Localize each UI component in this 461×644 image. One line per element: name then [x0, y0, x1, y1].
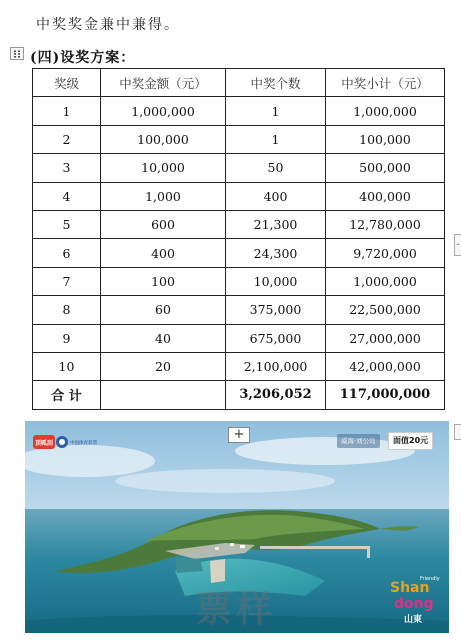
cell-count: 10,000 — [226, 267, 326, 295]
intro-text: 中奖奖金兼中兼得。 — [36, 17, 180, 33]
cell-amount: 100 — [101, 267, 226, 295]
cell-amount: 600 — [101, 210, 226, 238]
shandong-cn-text: 山東 — [404, 615, 423, 625]
cell-subtotal: 400,000 — [326, 182, 445, 210]
cell-level: 1 — [33, 97, 101, 125]
lottery-brand-logo — [33, 432, 105, 452]
header-amount: 中奖金额（元） — [101, 69, 226, 97]
brand-logo-text: 中国体育彩票 — [70, 441, 97, 446]
cell-amount: 10,000 — [101, 154, 226, 182]
cell-amount: 60 — [101, 296, 226, 324]
price-tag: 面值20元 — [388, 432, 433, 450]
total-count: 3,206,052 — [226, 381, 326, 409]
shandong-logo — [386, 570, 442, 628]
prize-table — [32, 68, 445, 410]
cell-count: 24,300 — [226, 239, 326, 267]
table-row — [33, 267, 445, 295]
cell-subtotal: 500,000 — [326, 154, 445, 182]
svg-text:dong: dong — [394, 596, 434, 612]
sample-watermark: 票样 — [196, 589, 277, 630]
cell-level: 9 — [33, 324, 101, 352]
location-tag: 威海·刘公岛 — [337, 434, 380, 448]
total-amount-empty — [101, 381, 226, 409]
cell-count: 1 — [226, 97, 326, 125]
cell-subtotal: 1,000,000 — [326, 267, 445, 295]
table-row — [33, 182, 445, 210]
cell-amount: 1,000,000 — [101, 97, 226, 125]
cell-count: 21,300 — [226, 210, 326, 238]
cell-subtotal: 9,720,000 — [326, 239, 445, 267]
svg-text:顶呱刮: 顶呱刮 — [34, 440, 54, 447]
cell-level: 4 — [33, 182, 101, 210]
cell-level: 5 — [33, 210, 101, 238]
table-move-handle[interactable] — [10, 47, 24, 60]
table-header-row — [33, 69, 445, 97]
cell-level: 7 — [33, 267, 101, 295]
cell-subtotal: 12,780,000 — [326, 210, 445, 238]
table-row — [33, 154, 445, 182]
table-total-row — [33, 381, 445, 409]
cell-count: 50 — [226, 154, 326, 182]
header-subtotal: 中奖小计（元） — [326, 69, 445, 97]
add-button[interactable]: + — [228, 427, 250, 443]
table-row — [33, 296, 445, 324]
cell-count: 2,100,000 — [226, 352, 326, 380]
table-row — [33, 210, 445, 238]
total-subtotal: 117,000,000 — [326, 381, 445, 409]
svg-text:Shan: Shan — [390, 580, 430, 596]
section-heading: (四)设奖方案： — [30, 50, 136, 66]
cell-level: 6 — [33, 239, 101, 267]
drag-handle-icon — [13, 50, 21, 58]
cell-amount: 100,000 — [101, 125, 226, 153]
total-label: 合 计 — [33, 381, 101, 409]
cell-level: 8 — [33, 296, 101, 324]
cell-amount: 40 — [101, 324, 226, 352]
cell-subtotal: 22,500,000 — [326, 296, 445, 324]
cell-level: 2 — [33, 125, 101, 153]
cell-amount: 1,000 — [101, 182, 226, 210]
cell-subtotal: 100,000 — [326, 125, 445, 153]
table-row — [33, 97, 445, 125]
header-count: 中奖个数 — [226, 69, 326, 97]
cell-subtotal: 42,000,000 — [326, 352, 445, 380]
side-collapse-marker[interactable]: - — [454, 234, 461, 256]
cell-count: 1 — [226, 125, 326, 153]
table-row — [33, 324, 445, 352]
table-row — [33, 125, 445, 153]
cell-subtotal: 1,000,000 — [326, 97, 445, 125]
header-level: 奖级 — [33, 69, 101, 97]
side-marker[interactable] — [454, 424, 461, 440]
cell-subtotal: 27,000,000 — [326, 324, 445, 352]
cell-level: 10 — [33, 352, 101, 380]
table-row — [33, 239, 445, 267]
cell-level: 3 — [33, 154, 101, 182]
cell-count: 375,000 — [226, 296, 326, 324]
cell-amount: 400 — [101, 239, 226, 267]
shandong-small-text: Friendly — [420, 576, 440, 582]
cell-count: 675,000 — [226, 324, 326, 352]
cell-count: 400 — [226, 182, 326, 210]
cell-amount: 20 — [101, 352, 226, 380]
table-row — [33, 352, 445, 380]
